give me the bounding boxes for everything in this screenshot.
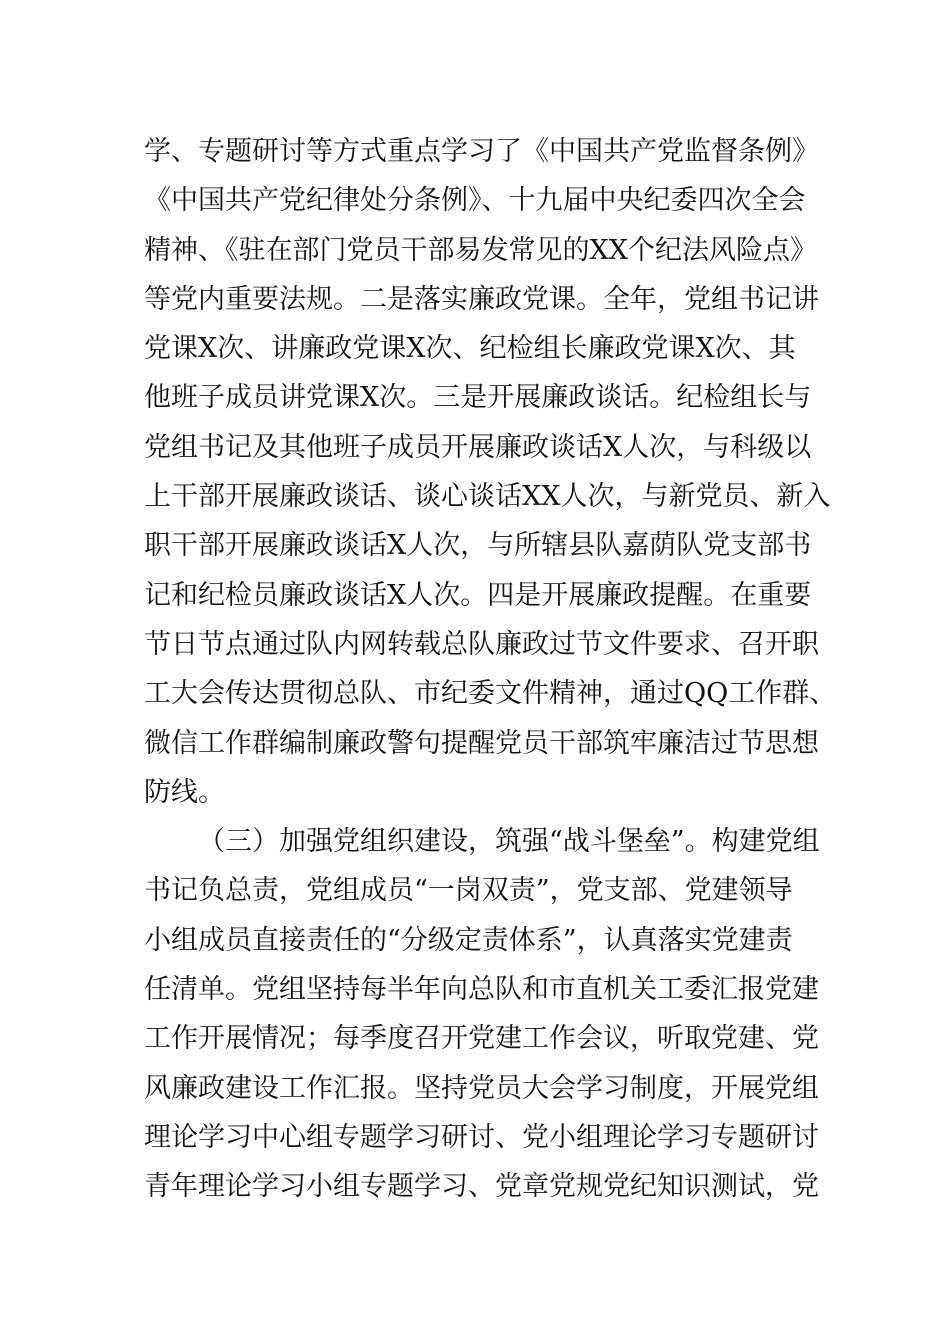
text-line: 任清单。党组坚持每半年向总队和市直机关工委汇报党建 [144, 974, 819, 1006]
text-line: 党课X次、讲廉政党课X次、纪检组长廉政党课X次、其 [144, 333, 796, 365]
text-line: 防线。 [144, 776, 225, 808]
text-line: 等党内重要法规。二是落实廉政党课。全年，党组书记讲 [144, 283, 819, 315]
text-line: 学、专题研讨等方式重点学习了《中国共产党监督条例》 [144, 136, 819, 167]
text-line: 微信工作群编制廉政警句提醒党员干部筑牢廉洁过节思想 [144, 727, 819, 759]
text-line: 理论学习中心组专题学习研讨、党小组理论学习专题研讨 [144, 1121, 819, 1153]
text-line: 风廉政建设工作汇报。坚持党员大会学习制度，开展党组 [144, 1072, 819, 1104]
text-line: 职干部开展廉政谈话X人次，与所辖县队嘉荫队党支部书 [144, 530, 812, 562]
text-line: 上干部开展廉政谈话、谈心谈话XX人次，与新党员、新入 [144, 481, 831, 513]
text-line: 记和纪检员廉政谈话X人次。四是开展廉政提醒。在重要 [144, 579, 812, 611]
text-line: 青年理论学习小组专题学习、党章党规党纪知识测试，党 [144, 1171, 819, 1203]
text-line: 工作开展情况；每季度召开党建工作会议，听取党建、党 [144, 1023, 819, 1055]
text-line: 工大会传达贯彻总队、市纪委文件精神，通过QQ工作群、 [144, 678, 837, 710]
text-line: 精神、《驻在部门党员干部易发常见的XX个纪法风险点》 [144, 234, 817, 266]
text-line: 书记负总责，党组成员“一岗双责”，党支部、党建领导 [144, 875, 793, 907]
text-line: 《中国共产党纪律处分条例》、十九届中央纪委四次全会 [144, 185, 806, 217]
text-line: 小组成员直接责任的“分级定责体系”，认真落实党建责 [144, 924, 793, 956]
text-line: 党组书记及其他班子成员开展廉政谈话X人次，与科级以 [144, 431, 812, 463]
body-text [144, 127, 844, 1212]
text-line: 节日节点通过队内网转载总队廉政过节文件要求、召开职 [144, 628, 819, 660]
section-heading-line: （三）加强党组织建设，筑强“战斗堡垒”。构建党组 [198, 826, 820, 858]
text-line: 他班子成员讲党课X次。三是开展廉政谈话。纪检组长与 [144, 382, 812, 414]
